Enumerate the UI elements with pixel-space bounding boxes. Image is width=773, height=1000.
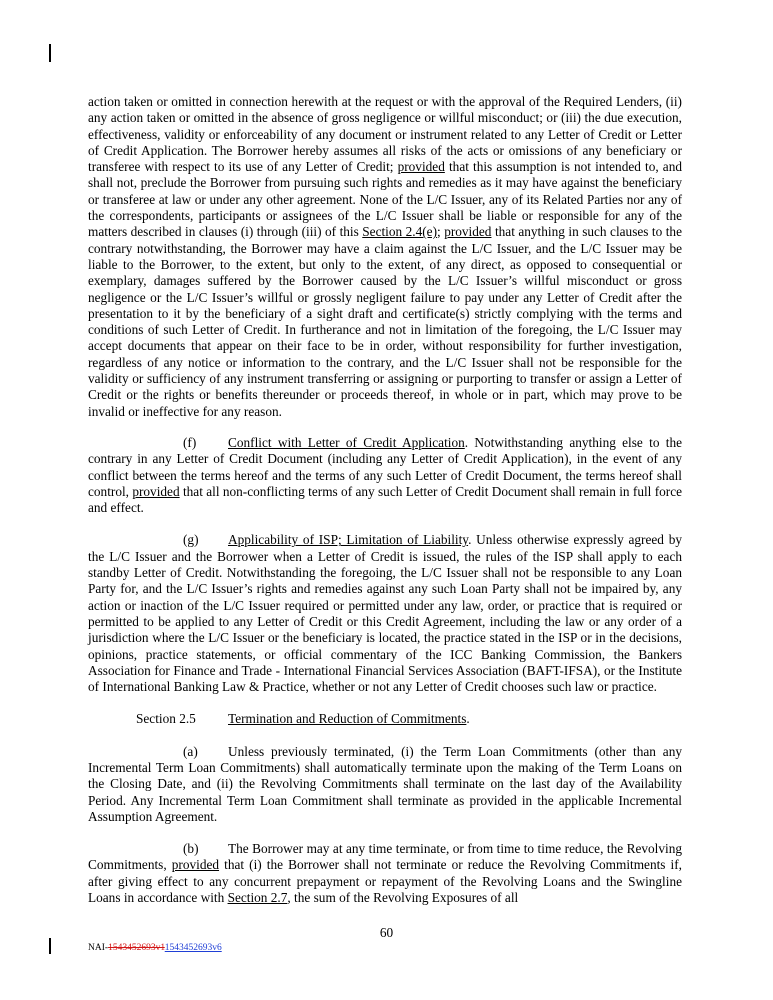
paragraph-b <box>88 841 682 906</box>
document-id <box>88 943 222 953</box>
clause-label: (g) <box>183 532 199 548</box>
text-run: that this assumption is not intended to, and shall not, preclude the Borrower from pursuing such rights and remedies as it may have against the beneficiary or transferee at law or under any other agreement. None of the L/C Issuer, any of its Related Parties nor any of the correspondents, participants or assignees of the L/C Issuer shall be liable or responsible for any of the matters described in clauses (i) through (iii) of this <box>88 159 682 240</box>
provided-term: provided <box>397 159 445 175</box>
clause-label: (a) <box>183 743 198 759</box>
section-title: Termination and Reduction of Commitments <box>228 711 467 727</box>
text-run: . Notwithstanding anything else to the contrary in any Letter of Credit Document (including any Letter of Credit Application), in the event of any conflict between the terms hereof and the terms of any such Letter of Credit Document, the terms hereof shall control, <box>88 434 682 499</box>
provided-term: provided <box>444 224 492 240</box>
section-number: Section 2.5 <box>136 711 196 727</box>
provided-term: provided <box>132 483 180 499</box>
document-body <box>88 94 682 922</box>
clause-label: (f) <box>183 434 197 450</box>
paragraph-a <box>88 744 682 825</box>
change-bar-top <box>49 44 51 62</box>
section-reference: Section 2.4(e) <box>362 224 438 240</box>
paragraph-f <box>88 435 682 516</box>
text-run: that (i) the Borrower shall not terminate or reduce the Revolving Commitments if, after giving effect to any concurrent prepayment or repayment of the Revolving Loans and the Swingline Loans in accordance with <box>88 857 682 906</box>
text-run: that anything in such clauses to the contrary notwithstanding, the Borrower may have a claim against the L/C Issuer, and the L/C Issuer may be liable to the Borrower, to the extent, but only to the extent, of any direct, as opposed to consequential or exemplary, damages suffered by the Borrower caused by the L/C Issuer’s willful misconduct or gross negligence or the L/C Issuer’s willful or grossly negligent failure to pay under any Letter of Credit after the presentation to it by the beneficiary of a sight draft and certificate(s) strictly complying with the terms and conditions of such Letter of Credit. In furtherance and not in limitation of the foregoing, the L/C Issuer may accept documents that appear on their face to be in order, without responsibility for further investigation, regardless of any notice or information to the contrary, and the L/C Issuer shall not be responsible for the validity or sufficiency of any instrument transferring or assigning or purporting to transfer or assign a Letter of Credit or the rights or benefits thereunder or proceeds thereof, in whole or in part, which may prove to be invalid or ineffective for any reason. <box>88 224 682 419</box>
clause-heading: Conflict with Letter of Credit Application <box>228 434 465 450</box>
deleted-doc-id: 1543452693v1 <box>108 943 165 953</box>
clause-label: (b) <box>183 841 199 857</box>
provided-term: provided <box>171 857 220 873</box>
clause-heading: Applicability of ISP; Limitation of Liability <box>228 532 469 548</box>
text-run: that all non-conflicting terms of any such Letter of Credit Document shall remain in full force and effect. <box>88 483 683 516</box>
section-reference: Section 2.7 <box>227 890 288 906</box>
page-number: 60 <box>379 925 394 940</box>
text-run: Unless previously terminated, (i) the Term Loan Commitments (other than any Incremental Term Loan Commitments) shall automatically terminate upon the making of the Term Loans on the Closing Date, and (ii) the Revolving Commitments shall terminate on the last day of the Availability Period. Any Incremental Term Loan Commitment shall terminate as provided in the applicable Incremental Assumption Agreement. <box>88 743 682 824</box>
change-bar-bottom <box>49 938 51 954</box>
text-run: . Unless otherwise expressly agreed by the L/C Issuer and the Borrower when a Letter of Credit is issued, the rules of the ISP shall apply to each standby Letter of Credit. Notwithstanding the foregoing, the L/C Issuer shall not be responsible to any Loan Party for, and the L/C Issuer’s rights and remedies against any such Loan Party shall not be impaired by, any action or inaction of the L/C Issuer required or permitted under any law, order, or practice that is required or permitted to be applied to any Letter of Credit or this Credit Agreement, including the law or any order of a jurisdiction where the L/C Issuer or the beneficiary is located, the practice stated in the ISP or in the decisions, opinions, practice statements, or official commentary of the ICC Banking Commission, the Bankers Association for Finance and Trade - International Financial Services Association (BAFT-IFSA), or the Institute of International Banking Law & Practice, whether or not any Letter of Credit chooses such law or practice. <box>88 532 682 695</box>
text-run: ; <box>437 224 445 240</box>
inserted-doc-id: 1543452693v6 <box>164 943 222 953</box>
section-heading <box>88 711 682 727</box>
text-run: action taken or omitted in connection herewith at the request or with the approval of the Required Lenders, (ii) any action taken or omitted in the absence of gross negligence or willful misconduct; or (iii) the due execution, effectiveness, validity or enforceability of any document or instrument related to any Letter of Credit or Letter of Credit Application. The Borrower hereby assumes all risks of the acts or omissions of any beneficiary or transferee with respect to its use of any Letter of Credit; <box>88 94 682 175</box>
text-run: , the sum of the Revolving Exposures of all <box>287 890 519 906</box>
text-run: . <box>466 711 470 727</box>
doc-id-prefix: NAI- <box>88 943 109 953</box>
paragraph-e-continuation <box>88 94 682 420</box>
text-run: The Borrower may at any time terminate, or from time to time reduce, the Revolving Commitments, <box>88 841 682 873</box>
paragraph-g <box>88 532 682 695</box>
